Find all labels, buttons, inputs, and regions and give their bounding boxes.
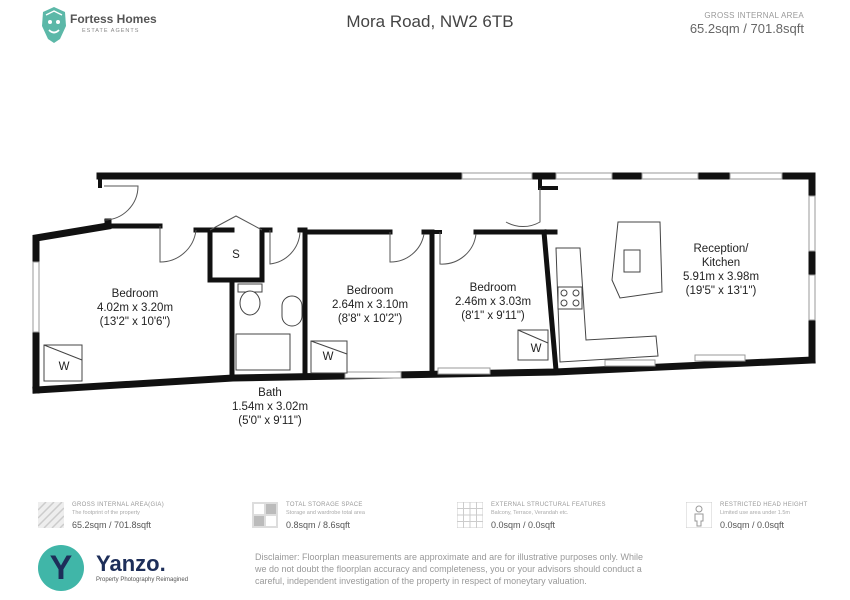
legend-subtitle: Limited use area under 1.5m	[720, 510, 791, 516]
room-name: Bath	[258, 387, 282, 399]
gia-value: 65.2sqm / 701.8sqft	[689, 21, 804, 36]
legend-subtitle: The footprint of the property	[72, 510, 140, 516]
gia-hatch-icon	[38, 502, 64, 528]
room-reception-kitchen	[656, 242, 786, 298]
legend-subtitle: Storage and wardrobe total area	[286, 510, 365, 516]
brand-name: Fortess Homes	[70, 12, 157, 26]
window	[809, 196, 815, 251]
window	[605, 360, 655, 366]
window	[438, 368, 490, 374]
room-size-imperial: (8'8" x 10'2")	[337, 313, 403, 325]
door-swing	[440, 232, 476, 264]
room-size-imperial: (13'2" x 10'6")	[99, 316, 171, 328]
legend-title: RESTRICTED HEAD HEIGHT	[720, 502, 808, 508]
door-swing	[160, 226, 196, 262]
room-size-metric: 1.54m x 3.02m	[231, 401, 309, 413]
door-swing	[270, 230, 300, 264]
storage-pattern-icon	[252, 502, 278, 528]
room-name: Bedroom	[111, 288, 159, 300]
disclaimer-text: Disclaimer: Floorplan measurements are approximate and are for illustrative purposes only. While we do not doubt the floorplan accuracy and completeness, you or your advisors should conduct a careful, independent investigation of the property in respect of moneytary valuation.	[255, 552, 643, 586]
room-bedroom-2	[306, 284, 434, 326]
legend-subtitle: Balcony, Terrace, Verandah etc.	[491, 510, 569, 516]
grid-pattern-icon	[457, 502, 483, 528]
window	[462, 173, 532, 179]
room-size-imperial: (5'0" x 9'11")	[238, 415, 302, 427]
room-name: Bedroom	[346, 285, 394, 297]
window	[809, 275, 815, 320]
outer-wall	[36, 360, 812, 390]
legend-title: TOTAL STORAGE SPACE	[286, 502, 363, 508]
legend-value: 65.2sqm / 701.8sqft	[72, 520, 152, 530]
yanzo-tagline: Property Photography Reimagined	[96, 577, 189, 583]
room-size-metric: 2.64m x 3.10m	[331, 299, 409, 311]
property-address: Mora Road, NW2 6TB	[346, 12, 514, 31]
brand-subtitle: ESTATE AGENTS	[82, 28, 140, 34]
room-size-metric: 2.46m x 3.03m	[454, 296, 532, 308]
window	[730, 173, 782, 179]
wardrobe-label: W	[530, 343, 542, 355]
room-size-metric: 4.02m x 3.20m	[96, 302, 174, 314]
internal-wall	[540, 180, 556, 188]
room-bedroom-1	[70, 287, 200, 329]
room-name-line2: Kitchen	[701, 257, 741, 269]
window	[556, 173, 612, 179]
legend-value: 0.0sqm / 0.0sqft	[720, 520, 785, 530]
toilet-bowl	[240, 291, 260, 315]
yanzo-brand-name: Yanzo.	[96, 551, 166, 576]
head-height-icon	[686, 502, 712, 528]
legend-title: EXTERNAL STRUCTURAL FEATURES	[491, 502, 606, 508]
room-name: Reception/	[693, 243, 749, 255]
window	[695, 355, 745, 361]
bathtub	[236, 334, 290, 370]
door-swing	[390, 232, 424, 262]
yanzo-logo-letter: Y	[49, 549, 73, 587]
legend-title: GROSS INTERNAL AREA(GIA)	[72, 502, 164, 508]
basin	[282, 296, 302, 326]
legend-value: 0.0sqm / 0.0sqft	[491, 520, 556, 530]
room-bath	[205, 386, 335, 428]
gia-label: GROSS INTERNAL AREA	[704, 11, 804, 20]
window	[642, 173, 698, 179]
door-swing	[506, 188, 540, 227]
hob	[558, 287, 582, 309]
room-bedroom-3	[428, 281, 558, 323]
window	[345, 372, 401, 378]
room-size-imperial: (19'5" x 13'1")	[685, 285, 757, 297]
room-name: Bedroom	[469, 282, 517, 294]
storage-label: S	[232, 249, 240, 261]
kitchen-sink	[624, 250, 640, 272]
door-swing	[104, 186, 138, 220]
room-size-imperial: (8'1" x 9'11")	[461, 310, 525, 322]
wardrobe-label: W	[322, 351, 334, 363]
room-size-metric: 5.91m x 3.98m	[682, 271, 760, 283]
wardrobe-label: W	[58, 361, 70, 373]
legend-value: 0.8sqm / 8.6sqft	[286, 520, 351, 530]
window	[33, 262, 39, 332]
